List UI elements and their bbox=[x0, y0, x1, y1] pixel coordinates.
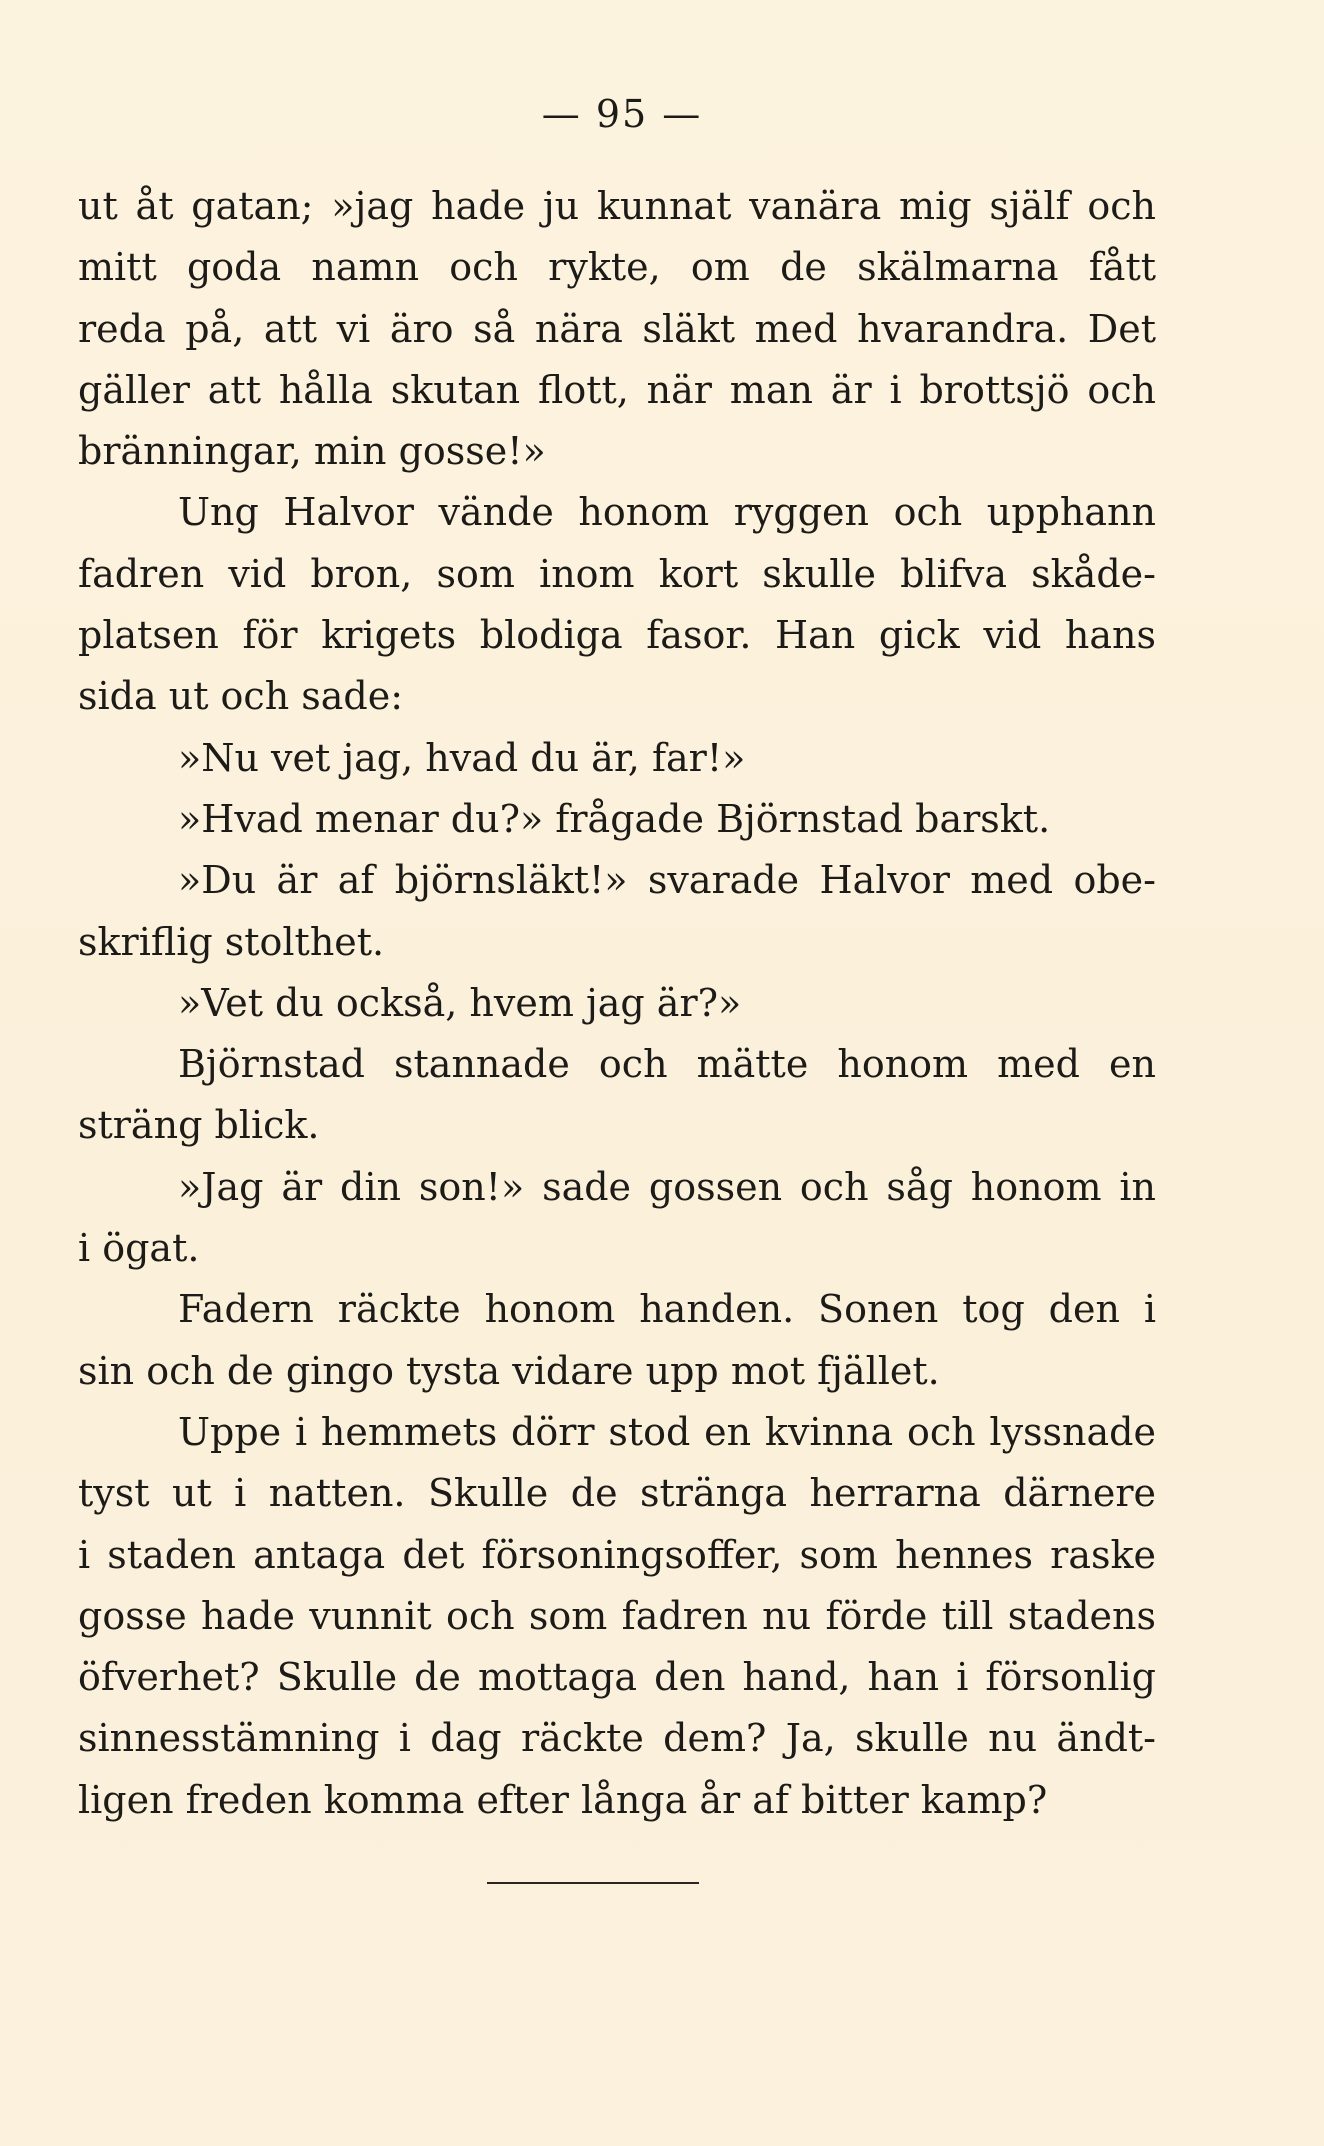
text-line: Björnstad stannade och mätte honom med en bbox=[178, 1042, 1156, 1087]
text-line: »Hvad menar du?» frågade Björnstad barskt. bbox=[178, 796, 1051, 841]
text-line: gosse hade vunnit och som fadren nu förde till stadens bbox=[78, 1593, 1156, 1638]
text-line: sin och de gingo tysta vidare upp mot fjället. bbox=[78, 1348, 940, 1393]
text-line: i ögat. bbox=[78, 1226, 200, 1271]
text-line: mitt goda namn och rykte, om de skälmarna fått bbox=[78, 245, 1156, 290]
text-line: Uppe i hemmets dörr stod en kvinna och lyssnade bbox=[178, 1409, 1156, 1454]
page-number bbox=[0, 92, 1324, 136]
text-line: ut åt gatan; »jag hade ju kunnat vanära mig själf och bbox=[78, 184, 1156, 228]
text-line: platsen för krigets blodiga fasor. Han gick vid hans bbox=[78, 613, 1156, 658]
text-line: öfverhet? Skulle de mottaga den hand, han i försonlig bbox=[78, 1655, 1156, 1700]
text-line: sida ut och sade: bbox=[78, 674, 404, 719]
text-line: »Vet du också, hvem jag är?» bbox=[178, 980, 742, 1025]
text-line: sträng blick. bbox=[78, 1103, 320, 1148]
page-number-label: — 95 — bbox=[541, 92, 703, 136]
text-line: sinnesstämning i dag räckte dem? Ja, skulle nu ändt- bbox=[78, 1716, 1156, 1761]
text-line: »Jag är din son!» sade gossen och såg honom in bbox=[178, 1164, 1156, 1209]
text-line: skriflig stolthet. bbox=[78, 919, 385, 964]
text-line: ligen freden komma efter långa år af bitter kamp? bbox=[78, 1777, 1048, 1822]
text-line: i staden antaga det försoningsoffer, som hennes raske bbox=[78, 1532, 1156, 1577]
text-line: tyst ut i natten. Skulle de stränga herrarna därnere bbox=[78, 1471, 1156, 1516]
section-divider bbox=[487, 1882, 699, 1884]
text-line: »Nu vet jag, hvad du är, far!» bbox=[178, 735, 746, 780]
text-line: bränningar, min gosse!» bbox=[78, 429, 546, 474]
text-line: »Du är af björnsläkt!» svarade Halvor med obe- bbox=[178, 858, 1156, 903]
text-line: Ung Halvor vände honom ryggen och upphann bbox=[178, 490, 1156, 535]
text-line: reda på, att vi äro så nära släkt med hvarandra. Det bbox=[78, 306, 1156, 351]
body-text bbox=[78, 176, 1156, 1831]
text-line: gäller att hålla skutan flott, när man är i brottsjö och bbox=[78, 367, 1156, 412]
text-line: fadren vid bron, som inom kort skulle blifva skåde- bbox=[78, 551, 1156, 596]
text-line: Fadern räckte honom handen. Sonen tog den i bbox=[178, 1287, 1156, 1332]
